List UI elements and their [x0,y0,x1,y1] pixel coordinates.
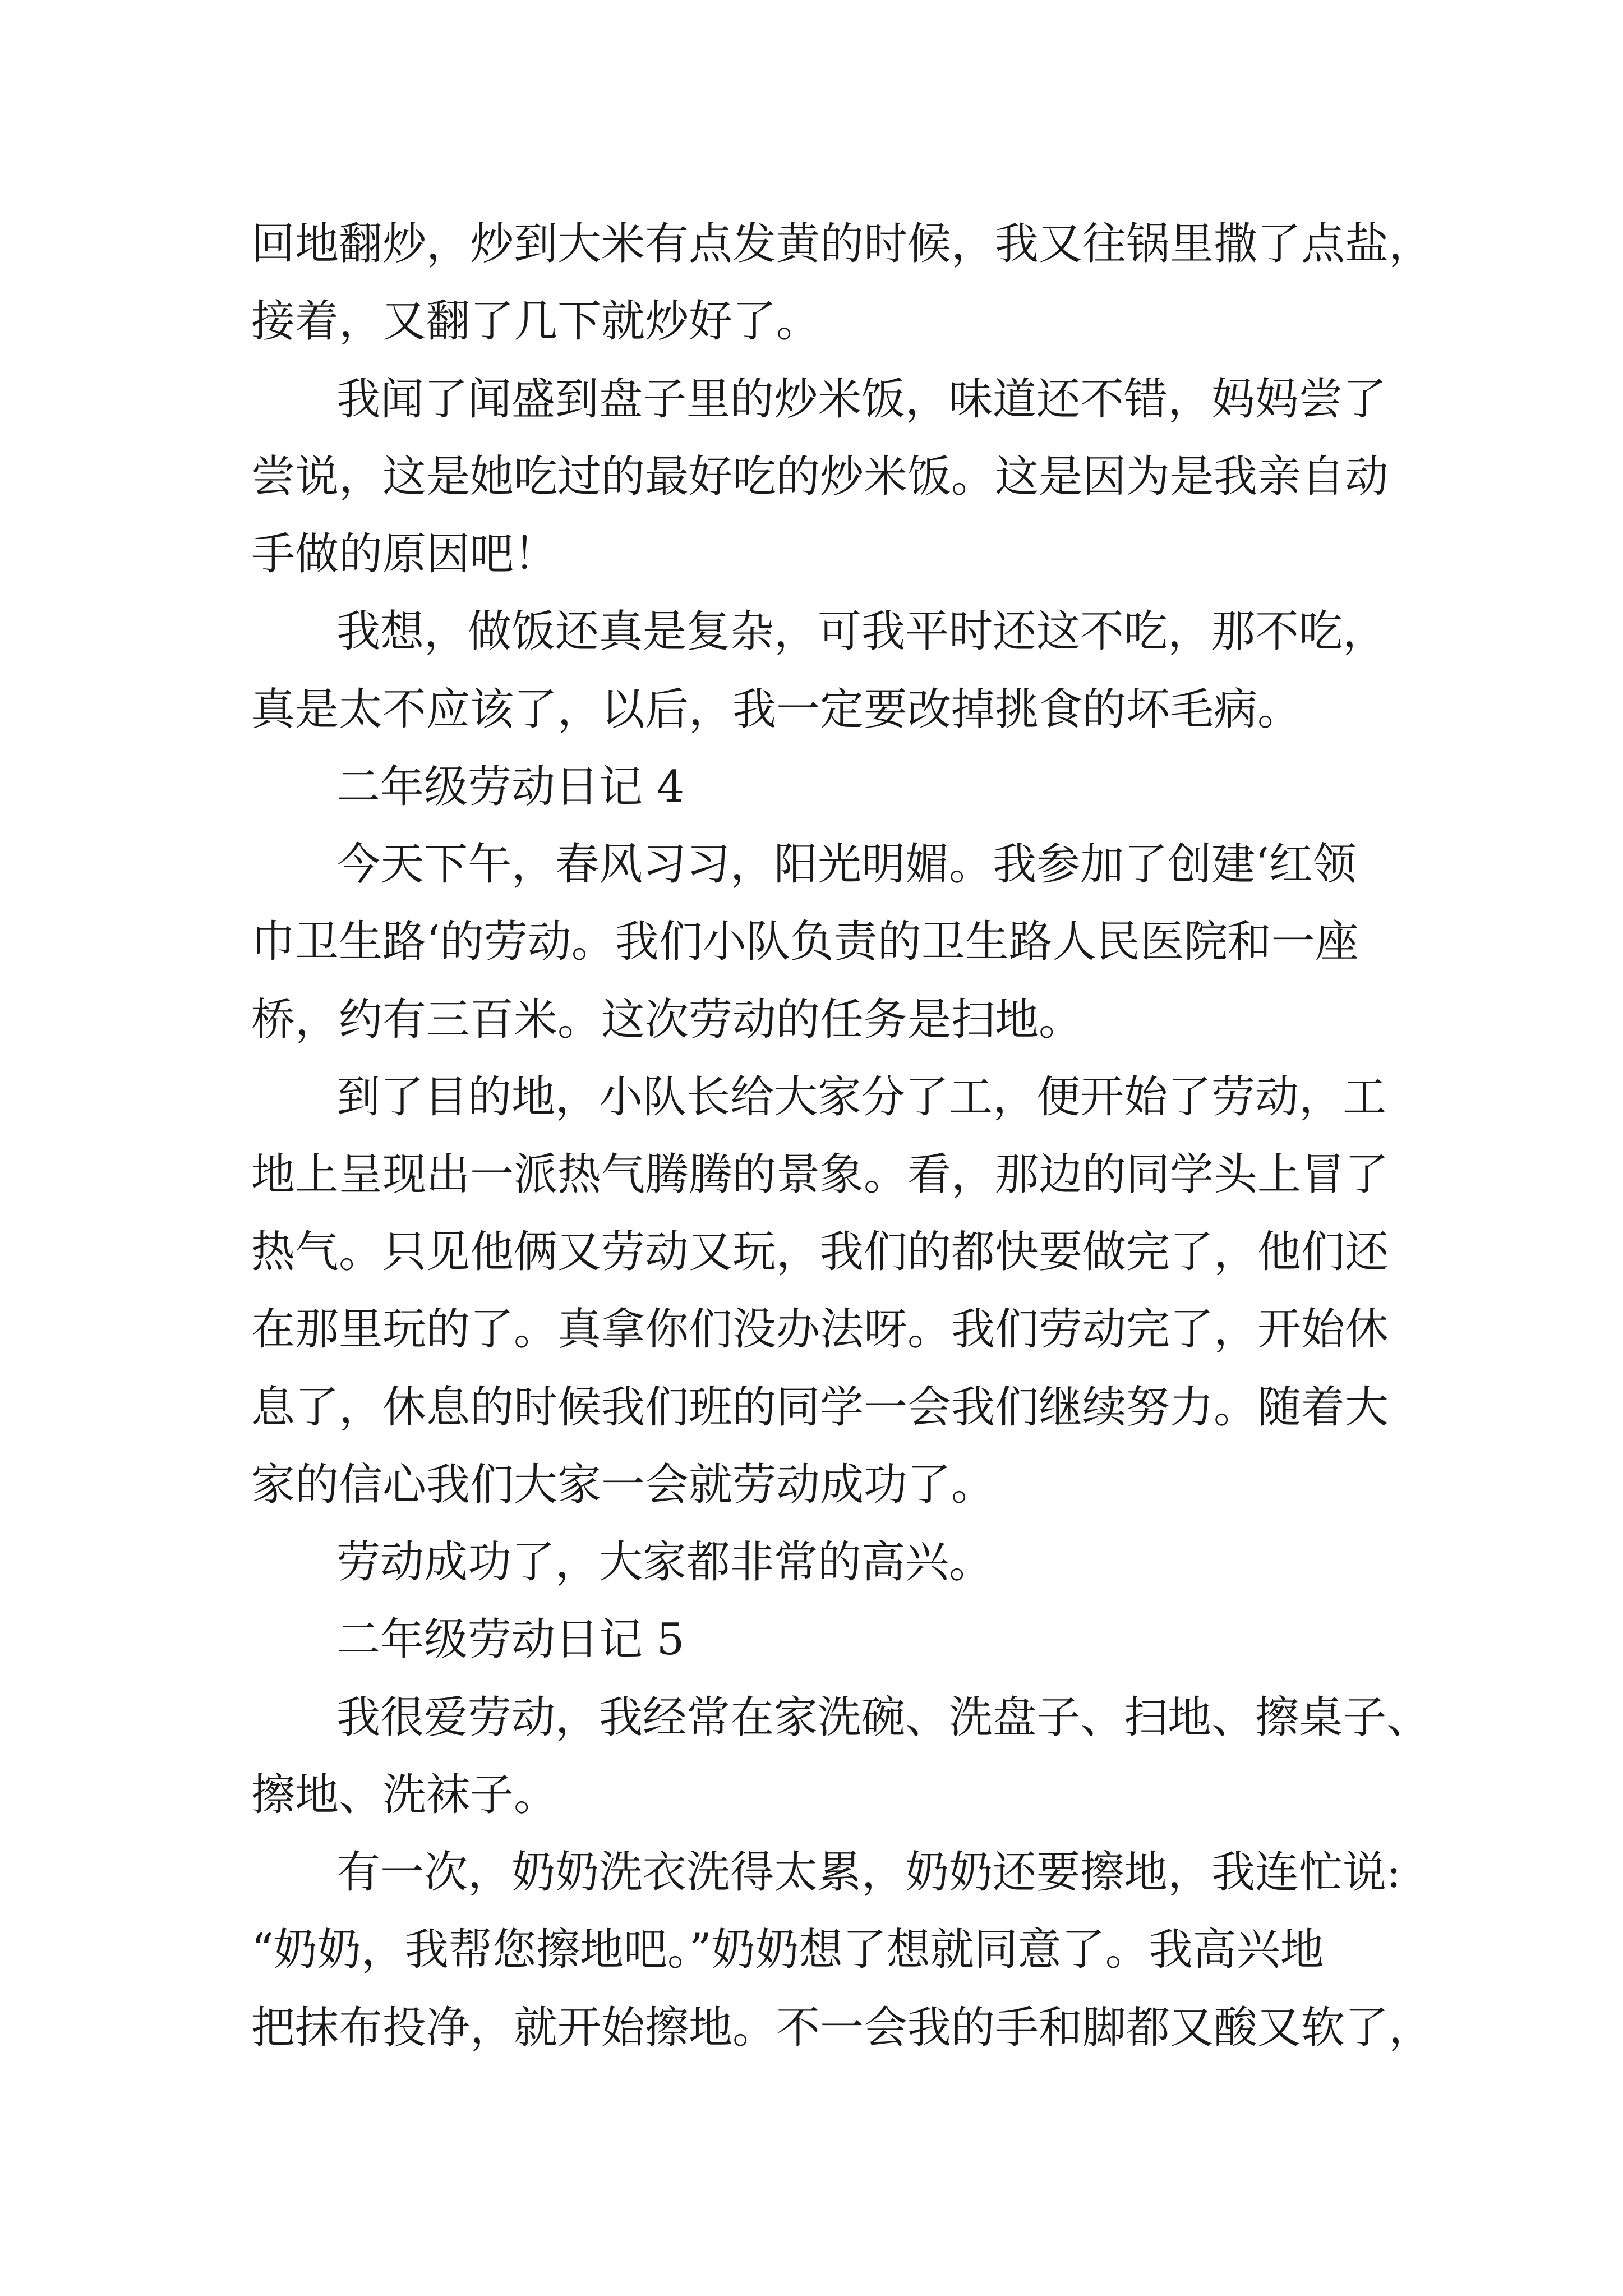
paragraph-start-line: 到了目的地，小队长给大家分了工，便开始了劳动，工 [336,1072,1387,1122]
section-heading: 二年级劳动日记 4 [336,762,685,812]
text-line: 接着，又翻了几下就炒好了。 [251,296,820,347]
text-line: 尝说，这是她吃过的最好吃的炒米饭。这是因为是我亲自动 [251,452,1389,502]
paragraph-start-line: 今天下午，春风习习，阳光明媚。我参加了创建‘红领 [336,839,1357,890]
text-line: 把抹布投净，就开始擦地。不一会我的手和脚都又酸又软了， [251,2003,1433,2053]
text-line: 擦地、洗袜子。 [251,1770,558,1820]
text-line: 地上呈现出一派热气腾腾的景象。看，那边的同学头上冒了 [251,1149,1389,1200]
paragraph-start-line: 我很爱劳动，我经常在家洗碗、洗盘子、扫地、擦桌子、 [336,1692,1431,1743]
text-line: 桥，约有三百米。这次劳动的任务是扫地。 [251,995,1083,1045]
text-line: “奶奶，我帮您擦地吧。”奶奶想了想就同意了。我高兴地 [251,1925,1324,1975]
paragraph-start-line: 我闻了闻盛到盘子里的炒米饭，味道还不错，妈妈尝了 [336,374,1387,425]
paragraph-start-line: 劳动成功了，大家都非常的高兴。 [336,1537,993,1588]
text-line: 在那里玩的了。真拿你们没办法呀。我们劳动完了，开始休 [251,1304,1389,1355]
text-line: 真是太不应该了，以后，我一定要改掉挑食的坏毛病。 [251,684,1302,735]
paragraph-start-line: 我想，做饭还真是复杂，可我平时还这不吃，那不吃， [336,606,1387,657]
text-line: 息了，休息的时候我们班的同学一会我们继续努力。随着大 [251,1382,1389,1433]
section-heading: 二年级劳动日记 5 [336,1614,685,1665]
text-line: 手做的原因吧！ [251,529,558,579]
text-line: 热气。只见他俩又劳动又玩，我们的都快要做完了，他们还 [251,1227,1389,1277]
text-line: 家的信心我们大家一会就劳动成功了。 [251,1460,995,1510]
paragraph-start-line: 有一次，奶奶洗衣洗得太累，奶奶还要擦地，我连忙说: [336,1847,1401,1898]
text-line: 巾卫生路‘的劳动。我们小队负责的卫生路人民医院和一座 [251,917,1359,967]
text-line: 回地翻炒，炒到大米有点发黄的时候，我又往锅里撒了点盐， [251,219,1433,269]
